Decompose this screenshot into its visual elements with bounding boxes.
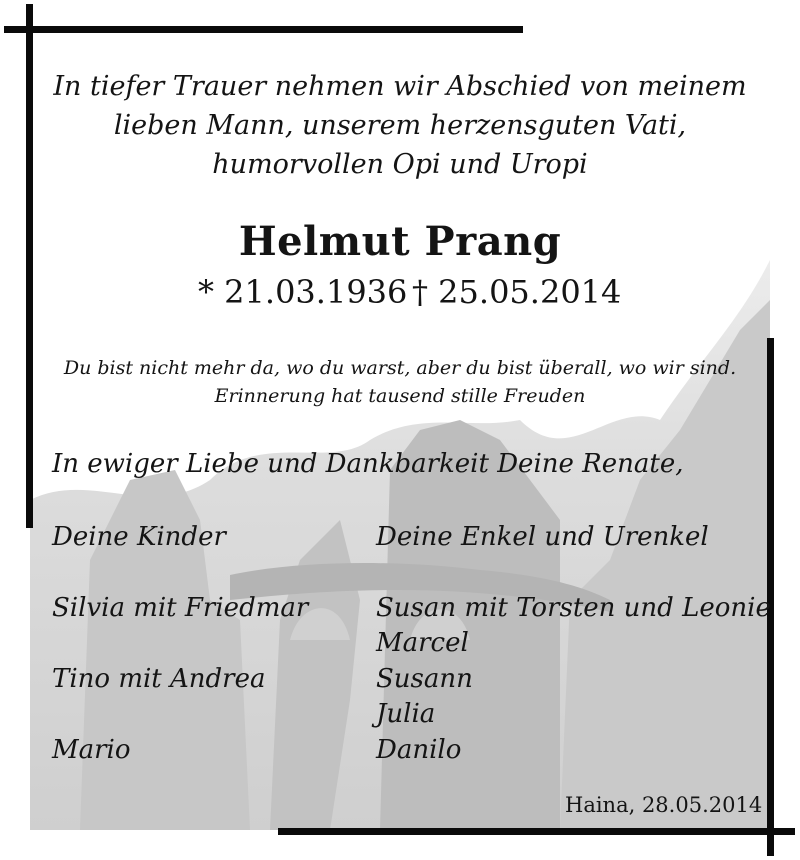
intro-line: In tiefer Trauer nehmen wir Abschied von meinem <box>53 71 747 102</box>
place-date: Haina, 28.05.2014 <box>565 793 763 817</box>
deceased-name: Helmut Prang <box>238 218 562 265</box>
intro-line: lieben Mann, unserem herzensguten Vati, <box>113 110 687 141</box>
grandchild-name: Susan mit Torsten und Leonie <box>376 593 771 623</box>
grandchild-name: Julia <box>376 699 436 729</box>
spouse-line: In ewiger Liebe und Dankbarkeit Deine Renate, <box>52 449 684 479</box>
intro-line: humorvollen Opi und Uropi <box>212 149 588 180</box>
quote-line: Erinnerung hat tausend stille Freuden <box>214 385 586 407</box>
child-name: Silvia mit Friedmar <box>52 593 309 623</box>
birth-date: * 21.03.1936 <box>198 273 408 311</box>
grandchildren-heading: Deine Enkel und Urenkel <box>376 522 709 552</box>
children-heading: Deine Kinder <box>52 522 226 552</box>
grandchild-name: Marcel <box>376 628 469 658</box>
frame-bottom-bar <box>278 828 795 835</box>
death-date: † 25.05.2014 <box>412 273 622 311</box>
grandchild-name: Danilo <box>376 735 462 765</box>
child-name: Mario <box>52 735 131 765</box>
frame-top-bar <box>4 26 523 33</box>
memorial-quote <box>30 354 770 410</box>
intro-text <box>30 67 770 184</box>
child-name: Tino mit Andrea <box>52 664 266 694</box>
quote-line: Du bist nicht mehr da, wo du warst, aber du bist überall, wo wir sind. <box>63 357 737 379</box>
grandchild-name: Susann <box>376 664 473 694</box>
